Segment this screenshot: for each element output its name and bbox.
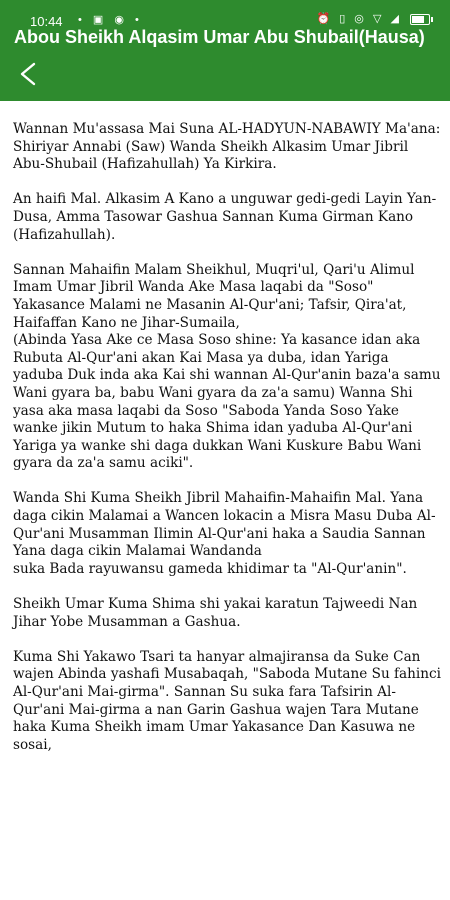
paragraph: Wanda Shi Kuma Sheikh Jibril Mahaifin-Mahaifin Mal. Yana daga cikin Malamai a Wancen lokacin a Misra Masu Duba Al-Qur'ani Musamman Ilimin Al-Qur'ani haka a Saudia Sannan Yana daga cikin Malamai Wandanda suka Bada rayuwansu gameda khidimar ta "Al-Qur'anin". (13, 490, 436, 577)
paragraph: Sheikh Umar Kuma Shima shi yakai karatun Tajweedi Nan Jihar Yobe Musamman a Gashua. (13, 596, 418, 630)
system-icons (316, 12, 430, 25)
paragraph: An haifi Mal. Alkasim A Kano a unguwar gedi-gedi Layin Yan-Dusa, Amma Tasowar Gashua Sannan Kuma Girman Kano (Hafizahullah). (13, 191, 437, 243)
article-body (13, 121, 441, 772)
notification-icons: • ▣ ◉ • (78, 14, 143, 26)
system-status-icons: ⏰ ▯ ◎ ▽ ◢ (316, 13, 402, 25)
app-bar (0, 0, 450, 101)
page-title: Abou Sheikh Alqasim Umar Abu Shubail(Hausa) (14, 27, 425, 47)
paragraph: Kuma Shi Yakawo Tsari ta hanyar almajiransa da Suke Can wajen Abinda yashafi Musabaqah, "Saboda Mutane Su fahinci Al-Qur'ani Mai-girma". Sannan Su suka fara Tafsirin Al-Qur'ani Mai-girma a nan Garin Gashua wajen Tara Mutane haka Kuma Sheikh imam Umar Yakasance Dan Kasuwa ne sosai, (13, 648, 441, 753)
back-arrow-icon[interactable] (12, 58, 44, 90)
paragraph: Sannan Mahaifin Malam Sheikhul, Muqri'ul, Qari'u Alimul Imam Umar Jibril Wanda Ake Masa laqabi da "Soso" Yakasance Malami ne Masanin Al-Qur'ani; Tafsir, Qira'at, Haifaffan Kano ne Jihar-Sumaila, (Abinda Yasa Ake ce Masa Soso shine: Ya kasance idan aka Rubuta Al-Qur'ani akan Kai Masa ya duba, idan Yariga yaduba Duk inda aka Kai shi wannan Al-Qur'anin baza'a samu Wani gyara ba, babu Wani gyara da za'a samu) Wanna Shi yasa aka masa laqabi da Soso "Saboda Yanda Soso Yake wanke jikin Mutum to haka Shima idan yaduba Al-Qur'ani Yariga ya wanke shi daga dukkan Wani Kuskure Babu Wani gyara da za'a samu aciki". (13, 261, 441, 472)
paragraph: Wannan Mu'assasa Mai Suna AL-HADYUN-NABAWIY Ma'ana: Shiriyar Annabi (Saw) Wanda Sheikh Alkasim Umar Jibril Abu-Shubail (Hafizahullah) Ya Kirkira. (13, 121, 441, 173)
status-time: 10:44 (30, 14, 63, 29)
battery-icon (410, 14, 430, 25)
